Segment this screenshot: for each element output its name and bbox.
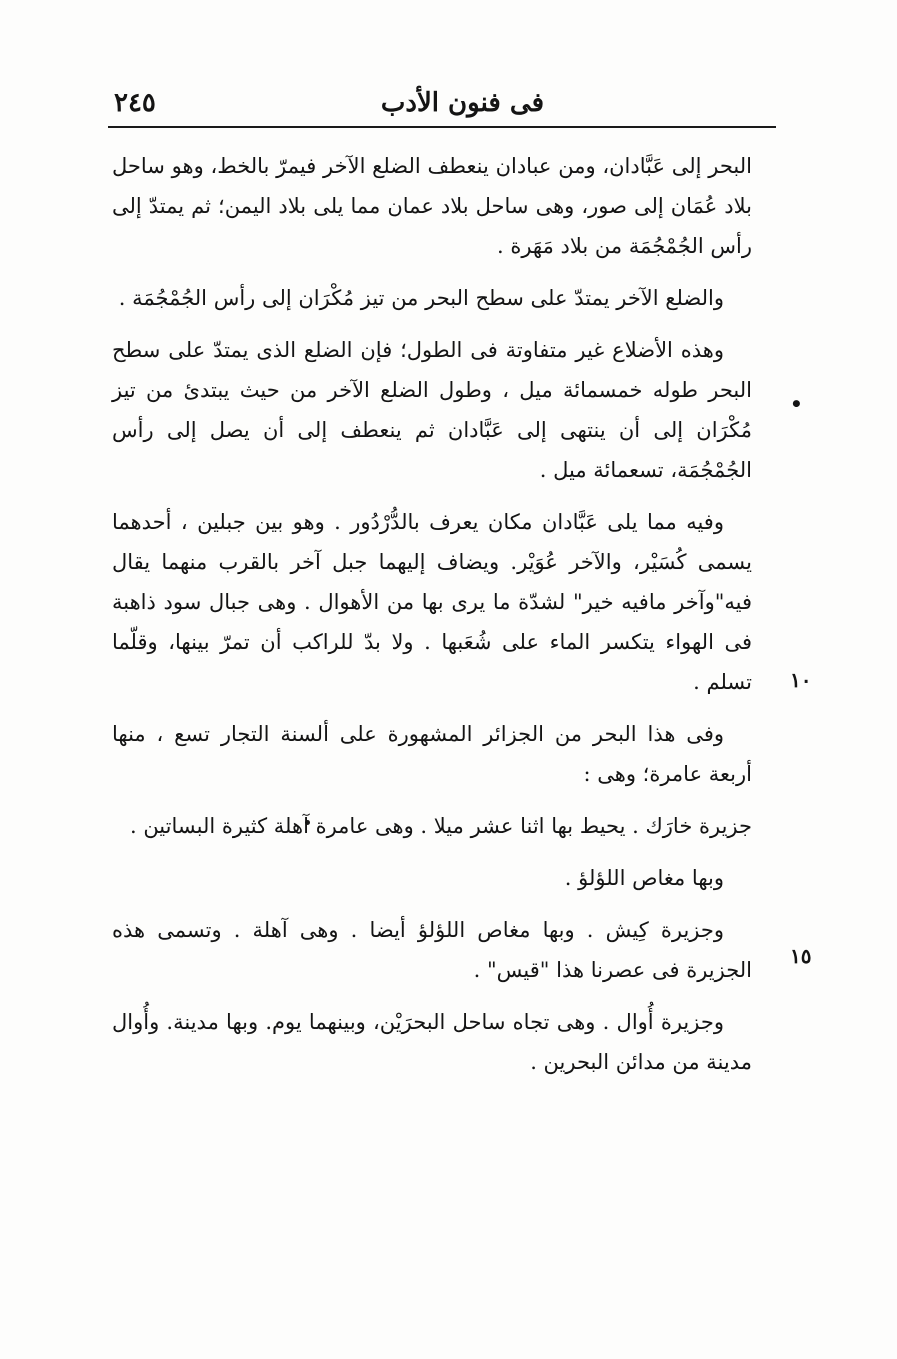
paragraph-3: وهذه الأضلاع غير متفاوتة فى الطول؛ فإن الضلع الذى يمتدّ على سطح البحر طوله خمسمائة ميل ، وطول الضلع الآخر من حيث يبتدئ من تيز مُكْرَان إلى أن ينتهى إلى عَبَّادان ثم ينعطف إلى أن يصل إلى رأس الجُمْجُمَة، تسعمائة ميل . [112,338,752,482]
paragraph-4: وفيه مما يلى عَبَّادان مكان يعرف بالدُّرْدُور . وهو بين جبلين ، أحدهما يسمى كُسَيْر، والآخر عُوَيْر. ويضاف إليهما جبل آخر بالقرب منهما يقال فيه"وآخر مافيه خير" لشدّة ما يرى بها من الأهوال . وهى جبال سود ذاهبة فى الهواء يتكسر الماء على شُعَبها . ولا بدّ للراكب أن تمرّ بينها، وقلّما تسلم . [112,510,752,694]
paragraph-9: وجزيرة أُوال . وهى تجاه ساحل البحرَيْن، وبينهما يوم. وبها مدينة. وأُوال مدينة من مدائن البحرين . [112,1010,752,1074]
running-title: فى فنون الأدب [380,88,544,118]
margin-line-number-10: ١٠ [790,668,812,692]
margin-line-number-15: ١٥ [790,944,812,968]
paragraph-5: وفى هذا البحر من الجزائر المشهورة على ألسنة التجار تسع ، منها أربعة عامرة؛ وهى : [112,722,752,786]
body-text [112,146,752,1094]
paragraph-1: البحر إلى عَبَّادان، ومن عبادان ينعطف الضلع الآخر فيمرّ بالخط، وهو ساحل بلاد عُمَان إلى صور، وهى ساحل بلاد عمان مما يلى بلاد اليمن؛ ثم يمتدّ إلى رأس الجُمْجُمَة من بلاد مَهَرة . [112,154,752,258]
page-number: ٢٤٥ [114,88,156,118]
paragraph-8: وجزيرة كِيش . وبها مغاص اللؤلؤ أيضا . وهى آهلة . وتسمى هذه الجزيرة فى عصرنا هذا "قيس" . [112,918,752,982]
paragraph-7: وبها مغاص اللؤلؤ . [564,866,724,890]
margin-marker-5: • [790,392,803,416]
running-header [108,82,776,128]
paragraph-6: جزيرة خارَك . يحيط بها اثنا عشر ميلا . وهى عامرة آهلة كثيرة البساتين . [129,814,752,838]
paragraph-2: والضلع الآخر يمتدّ على سطح البحر من تيز مُكْرَان إلى رأس الجُمْجُمَة . [118,286,724,310]
